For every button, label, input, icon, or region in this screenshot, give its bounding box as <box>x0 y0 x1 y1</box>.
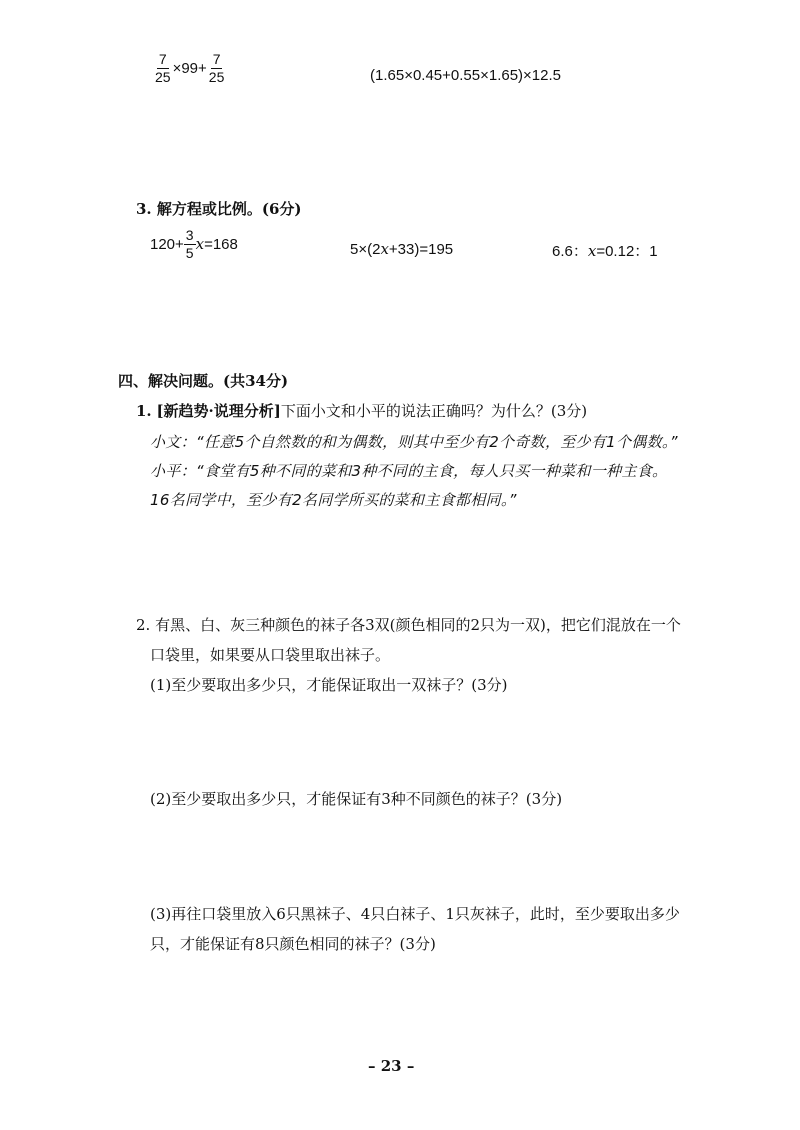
proportion <box>552 240 658 261</box>
numerator: 7 <box>211 52 223 69</box>
fraction <box>207 52 227 86</box>
proportion-post: =0.12：1 <box>596 243 658 260</box>
variable: x <box>380 240 389 258</box>
question-2-sub2: (2)至少要取出多少只，才能保证有3种不同颜色的袜子？(3分) <box>150 790 563 808</box>
equation-2 <box>350 240 453 258</box>
section4-heading: 四、解决问题。(共34分) <box>118 372 289 390</box>
calc-expression-2: (1.65×0.45+0.55×1.65)×12.5 <box>370 67 562 84</box>
xiaoping-statement-line1: 小平：“食堂有5种不同的菜和3种不同的主食，每人只买一种菜和一种主食。 <box>150 462 668 480</box>
page-number: – 23 – <box>368 1057 415 1075</box>
variable: x <box>587 242 597 260</box>
denominator: 25 <box>155 69 171 86</box>
section3-heading: 3. 解方程或比例。(6分) <box>136 200 302 218</box>
question-2-sub1: (1)至少要取出多少只，才能保证取出一双袜子？(3分) <box>150 676 508 694</box>
fraction <box>184 228 196 262</box>
question-tag: [新趋势·说理分析] <box>156 402 281 420</box>
numerator: 7 <box>157 52 169 69</box>
question-text: 下面小文和小平的说法正确吗？为什么？(3分) <box>280 402 588 420</box>
question-number: 1. <box>136 402 152 420</box>
equation-suffix: =168 <box>204 235 238 253</box>
equation-pre: 5×(2 <box>350 241 381 258</box>
equation-1 <box>150 228 238 262</box>
equation-post: +33)=195 <box>388 241 454 258</box>
xiaoping-statement-line2: 16名同学中，至少有2名同学所买的菜和主食都相同。” <box>150 491 517 509</box>
equation-prefix: 120+ <box>150 235 184 253</box>
numerator: 3 <box>184 228 196 245</box>
denominator: 25 <box>208 69 225 86</box>
xiaowen-statement: 小文：“任意5个自然数的和为偶数，则其中至少有2个奇数，至少有1个偶数。” <box>150 433 678 451</box>
question-2-line2: 口袋里，如果要从口袋里取出袜子。 <box>150 646 391 664</box>
question-2-line1: 2. 有黑、白、灰三种颜色的袜子各3双(颜色相同的2只为一双)，把它们混放在一个 <box>136 616 681 634</box>
expression-middle: ×99+ <box>172 59 207 77</box>
proportion-pre: 6.6： <box>552 243 588 260</box>
denominator: 5 <box>185 245 194 262</box>
calc-expression-1 <box>153 52 226 86</box>
variable: x <box>195 234 205 253</box>
question-2-sub3-line2: 只，才能保证有8只颜色相同的袜子？(3分) <box>150 935 436 953</box>
fraction <box>153 52 173 86</box>
question-2-sub3-line1: (3)再往口袋里放入6只黑袜子、4只白袜子、1只灰袜子，此时，至少要取出多少 <box>150 905 680 923</box>
question-1 <box>136 400 587 421</box>
